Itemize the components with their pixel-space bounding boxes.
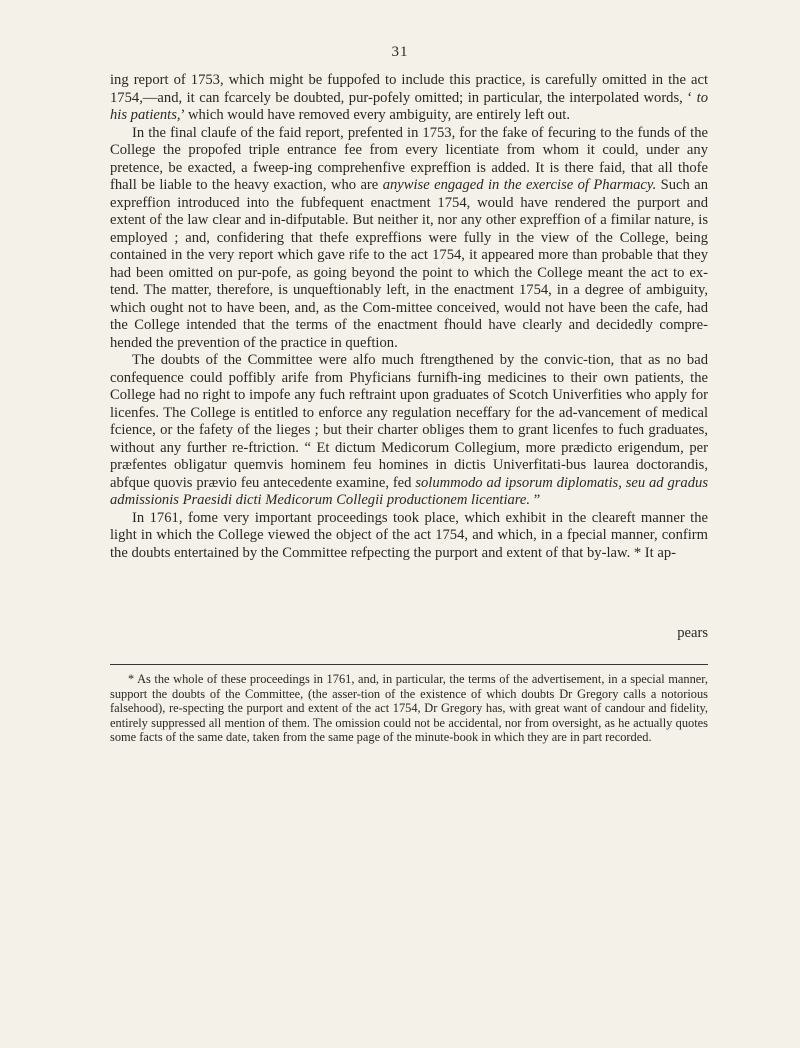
catchword: pears — [677, 625, 708, 641]
text-run: In the final claufe of the faid report, prefented in 1753, for the fake of fecuring to the funds of the College the propofed triple entrance fee from every licentiate from whom it could, under any pretence, be exacted, a fweep-ing comprehenfive expreffion is added. It is there faid, that all thofe fhall be liable to the heavy exaction, who are — [110, 124, 708, 193]
footnote-text: * As the whole of these proceedings in 1761, and, in particular, the terms of the advertisement, in a special manner, support the doubts of the Committee, (the asser-tion of the existence of which doubts Dr Gregory calls a notorious falsehood), re-specting the purport and extent of the act 1754, Dr Gregory has, with great want of candour and fidelity, entirely suppressed all mention of them. The omission could not be accidental, nor from oversight, as he actually quotes some facts of the same date, taken from the same page of the minute-book in which they are in part recorded. — [110, 672, 708, 745]
text-run: ” — [530, 492, 541, 508]
paragraph — [110, 72, 708, 125]
paragraph — [110, 510, 708, 563]
text-run: In 1761, fome very important proceedings took place, which exhibit in the cleareft manner the light in which the College viewed the object of the act 1754, and which, in a fpecial manner, confirm the doubts entertained by the Committee refpecting the purport and extent of that by-law. * It ap- — [110, 509, 708, 561]
italic-text: to his patients, — [110, 89, 708, 123]
text-run: Such an expreffion introduced into the fubfequent enactment 1754, would have rendered the purport and extent of the law clear and in-difputable. But neither it, nor any other expreffion of a fimilar nature, is employed ; and, confidering that thefe expreffions were fully in the view of the College, being contained in the very report which gave rife to the act 1754, it appeared more than probable that they had been omitted on pur-pofe, as going beyond the point to which the College meant the act to ex-tend. The matter, therefore, is unqueftionably left, in the enactment 1754, in a degree of ambiguity, which ought not to have been, and, as the Com-mittee conceived, would not have been the cafe, had the College intended that the terms of the enactment fhould have clearly and decidedly compre-hended the prevention of the practice in queftion. — [110, 177, 708, 351]
italic-text: anywise engaged in the exercise of Pharmacy. — [382, 177, 657, 193]
page-number: 31 — [391, 44, 409, 60]
text-run: The doubts of the Committee were alfo much ftrengthened by the convic-tion, that as no bad confequence could poffibly arife from Phyficians furnifh-ing medicines to their own patients, the College had no right to impofe any fuch reftraint upon graduates of Scotch Univerfities who apply for licenfes. The College is entitled to enforce any regulation neceffary for the ad-vancement of medical fcience, or the fafety of the lieges ; but their charter obliges them to grant licenfes to fuch graduates, without any further re-ftriction. “ Et dictum Medicorum Collegium, more prædicto erigendum, per præfentes obligatur quemvis hominem feu homines in dictis Univerfitati-bus laurea doctorandis, abfque quovis prævio feu antecedente examine, fed — [110, 352, 708, 491]
paragraph — [110, 125, 708, 353]
footnote-rule — [110, 664, 708, 665]
italic-text: solummodo ad ipsorum diplomatis, seu ad gradus admissionis Praesidi dicti Medicorum Collegii productionem licentiare. — [110, 474, 708, 508]
text-run: ’ which would have removed every ambiguity, are entirely left out. — [180, 107, 570, 123]
body-text — [110, 72, 708, 562]
footnote — [110, 672, 708, 745]
text-run: ing report of 1753, which might be fuppofed to include this practice, is carefully omitted in the act 1754,—and, it can fcarcely be doubted, pur-pofely omitted; in particular, the interpolated words, ‘ — [110, 72, 708, 106]
paragraph — [110, 352, 708, 510]
